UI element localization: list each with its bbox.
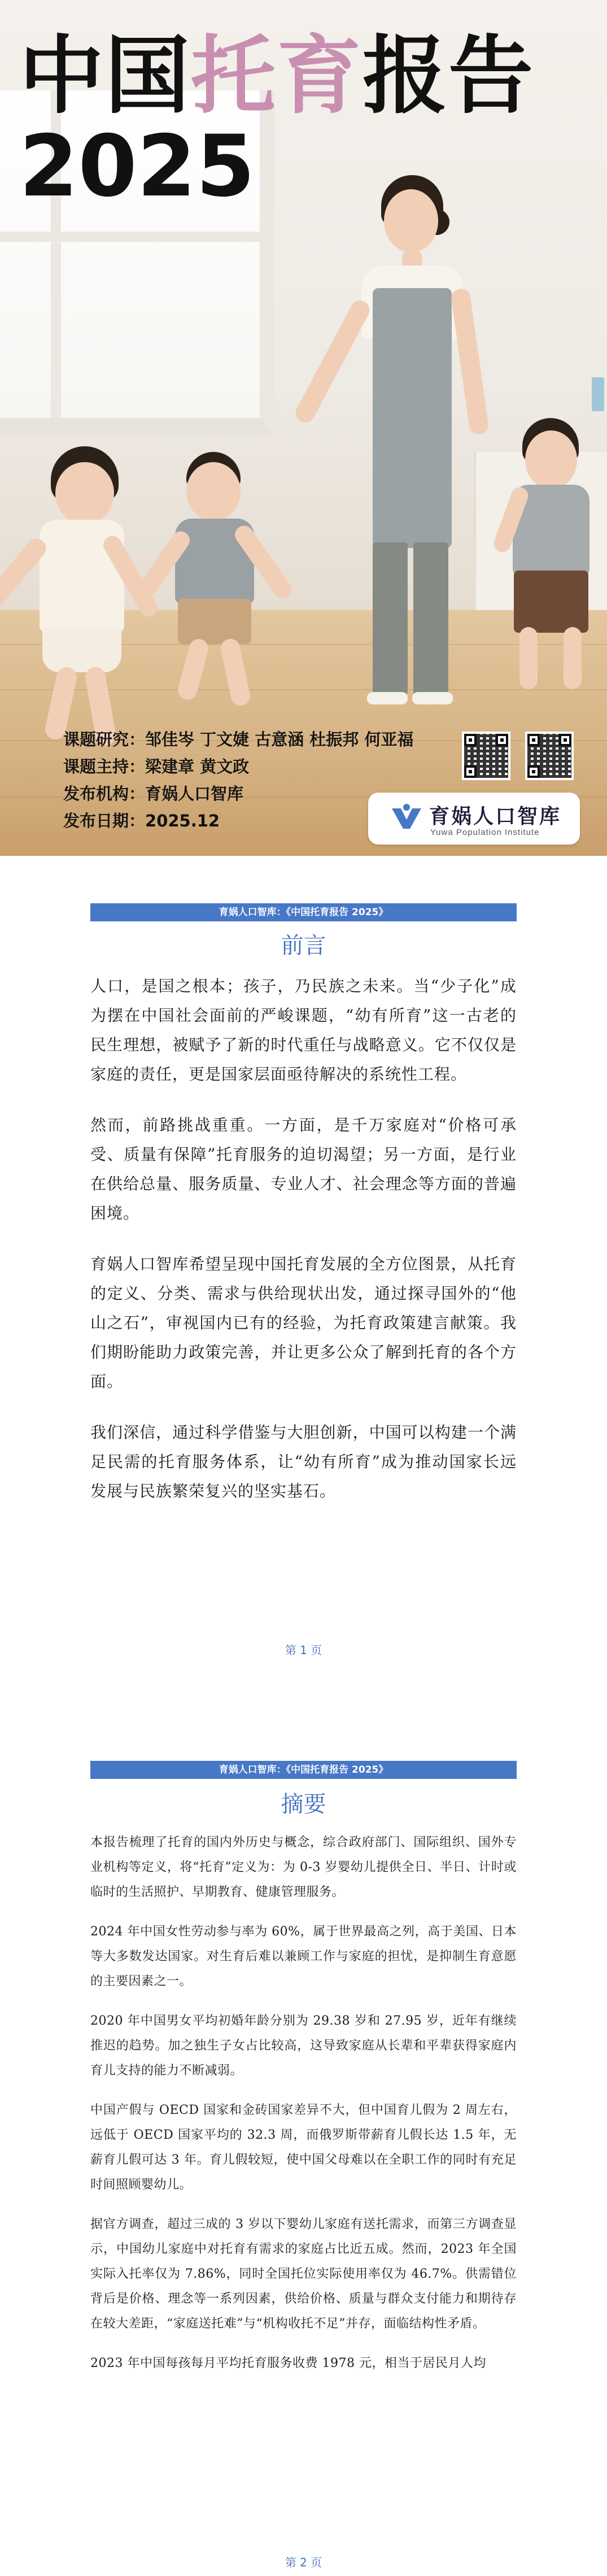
cover-meta: [63, 726, 413, 834]
cover-title-highlight: 托育: [191, 27, 363, 125]
paragraph: 育娲人口智库希望呈现中国托育发展的全方位图景，从托育的定义、分类、需求与供给现状出发，通过探寻国外的“他山之石”，审视国内已有的经验，为托育政策建言献策。我们期盼能助力政策完善，并让更多公众了解到托育的各个方面。: [90, 1255, 517, 1391]
paragraph: 2024 年中国女性劳动参与率为 60%，属于世界最高之列，高于美国、日本等大多数发达国家。对生育后难以兼顾工作与家庭的担忧，是抑制生育意愿的主要因素之一。: [90, 1925, 517, 1988]
foreword-body: [90, 972, 517, 1528]
page-foreword: [0, 856, 607, 1712]
paragraph: 2020 年中国男女平均初婚年龄分别为 29.38 岁和 27.95 岁，近年有继续推迟的趋势。加之独生子女占比较高，这导致家庭从长辈和平辈获得家庭内育儿支持的能力不断减弱。: [90, 2014, 517, 2078]
paragraph: 据官方调查，超过三成的 3 岁以下婴幼儿家庭有送托需求，而第三方调查显示，中国幼儿家庭中对托育有需求的家庭占比近五成。然而，2023 年全国实际入托率仅为 7.86%，同时全国托位实际使用率仅为 46.7%。供需错位背后是价格、理念等一系列因素，供给价格、质量与群众支付能力和期待存在较大差距，“家庭送托难”与“机构收托不足”并存，面临结构性矛盾。: [90, 2217, 517, 2331]
paragraph: 我们深信，通过科学借鉴与大胆创新，中国可以构建一个满足民需的托育服务体系，让“幼有所育”成为推动国家长远发展与民族繁荣复兴的坚实基石。: [90, 1423, 517, 1500]
child-figure-left: [11, 446, 141, 751]
page-number: 第 1 页: [285, 1643, 322, 1657]
paragraph: 本报告梳理了托育的国内外历史与概念，综合政府部门、国际组织、国外专业机构等定义，将“托育”定义为：为 0-3 岁婴幼儿提供全日、半日、计时或临时的生活照护、早期教育、健康管理服务。: [90, 1835, 517, 1899]
qr-code-icon[interactable]: [525, 732, 574, 780]
page-abstract: [0, 1712, 607, 2576]
meta-researchers: 课题研究：邹佳岑 丁文婕 古意涵 杜振邦 何亚福: [63, 730, 414, 749]
child-figure-right: [497, 418, 599, 700]
wall-tag: [592, 377, 604, 411]
meta-date: 发布日期：2025.12: [63, 811, 220, 830]
paragraph: 2023 年中国每孩每月平均托育服务收费 1978 元，相当于居民月人均: [90, 2356, 486, 2370]
logo-name-en: Yuwa Population Institute: [430, 828, 540, 837]
abstract-body: [90, 1830, 517, 2391]
cover-title: [19, 27, 535, 216]
paragraph: 人口，是国之根本；孩子，乃民族之未来。当“少子化”成为摆在中国社会面前的严峻课题，“幼有所育”这一古老的民生理想，被赋予了新的时代重任与战略意义。它不仅仅是家庭的责任，更是国家层面亟待解决的系统性工程。: [90, 977, 517, 1084]
child-figure-middle: [152, 452, 277, 712]
cover-title-year: 2025: [19, 118, 255, 216]
page-header-banner: 育娲人口智库：《中国托育报告 2025》: [90, 903, 517, 921]
cover: [0, 0, 607, 856]
cover-title-line1: 中国托育报告: [19, 27, 535, 125]
meta-publisher: 发布机构：育娲人口智库: [63, 784, 244, 803]
meta-hosts: 课题主持：梁建章 黄文政: [63, 757, 250, 776]
page-header-banner: 育娲人口智库：《中国托育报告 2025》: [90, 1761, 517, 1779]
qr-code-icon[interactable]: [462, 732, 510, 780]
section-heading: 前言: [281, 933, 326, 959]
paragraph: 中国产假与 OECD 国家和金砖国家差异不大，但中国育儿假为 2 周左右，远低于 OECD 国家平均的 32.3 周，而俄罗斯带薪育儿假长达 1.5 年，无薪育儿假可达 3 年。育儿假较短，使中国父母难以在全职工作的同时有充足时间照顾婴幼儿。: [90, 2103, 517, 2192]
woman-figure: [339, 175, 486, 712]
paragraph: 然而，前路挑战重重。一方面，是千万家庭对“价格可承受、质量有保障”托育服务的迫切渴望；另一方面，是行业在供给总量、服务质量、专业人才、社会理念等方面的普遍困境。: [90, 1116, 517, 1222]
institute-logo-icon: [390, 803, 423, 834]
logo-name-cn: 育娲人口智库: [429, 805, 562, 828]
section-heading: 摘要: [281, 1791, 326, 1817]
page-number: 第 2 页: [285, 2556, 322, 2569]
institute-logo: [368, 793, 580, 845]
